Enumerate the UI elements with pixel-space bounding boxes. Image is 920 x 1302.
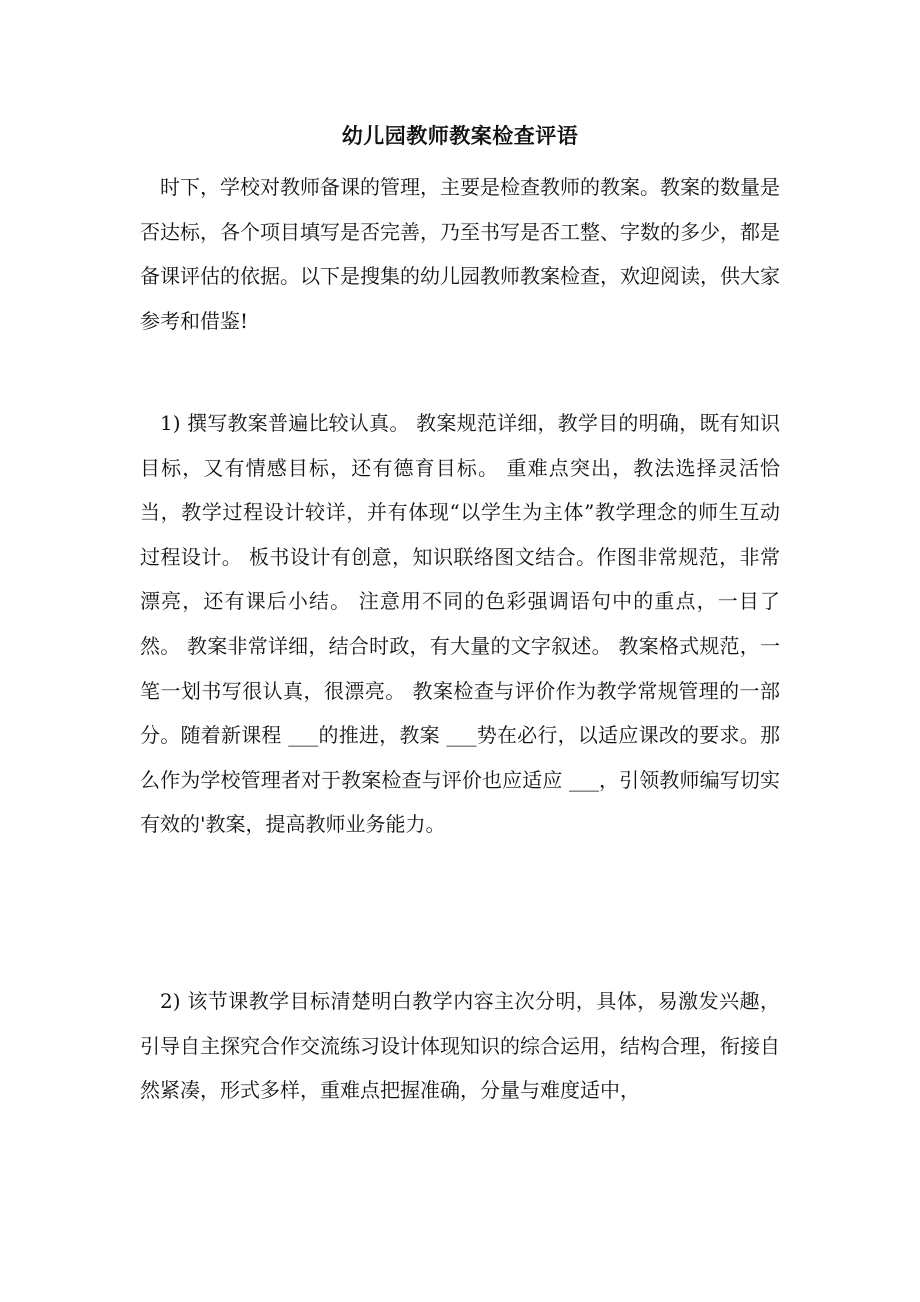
comment-paragraph-2: 2) 该节课教学目标清楚明白教学内容主次分明，具体，易激发兴趣，引导自主探究合作交流练习设计体现知识的综合运用，结构合理，衔接自然紧凑，形式多样，重难点把握准确，分量与难度适中， xyxy=(140,989,780,1103)
document-title: 幼儿园教师教案检查评语 xyxy=(341,123,579,148)
comment-paragraph-1: 1) 撰写教案普遍比较认真。 教案规范详细，教学目的明确，既有知识目标，又有情感目标，还有德育目标。 重难点突出，教法选择灵活恰当，教学过程设计较详，并有体现“以学生为主体”教学理念的师生互动过程设计。 板书设计有创意，知识联络图文结合。作图非常规范，非常漂亮，还有课后小结。 注意用不同的色彩强调语句中的重点，一目了然。 教案非常详细，结合时政，有大量的文字叙述。 教案格式规范，一笔一划书写很认真，很漂亮。 教案检查与评价作为教学常规管理的一部分。随着新课程 ___的推进，教案 ___势在必行，以适应课改的要求。那么作为学校管理者对于教案检查与评价也应适应 ___，引领教师编写切实有效的'教案，提高教师业务能力。 xyxy=(140,411,780,837)
intro-paragraph: 时下，学校对教师备课的管理，主要是检查教师的教案。教案的数量是否达标，各个项目填写是否完善，乃至书写是否工整、字数的多少，都是备课评估的依据。以下是搜集的幼儿园教师教案检查，欢迎阅读，供大家参考和借鉴! xyxy=(140,175,780,333)
